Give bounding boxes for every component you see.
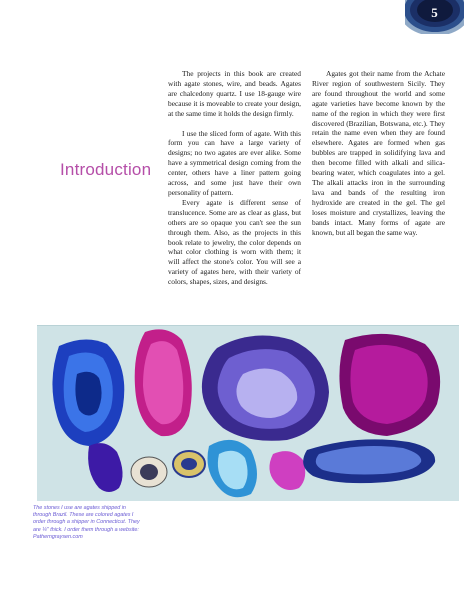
section-heading: Introduction	[60, 160, 152, 179]
agate-photo	[37, 325, 459, 501]
page-number: 5	[431, 5, 438, 20]
small-pink-agate	[269, 451, 305, 490]
small-purple-agate	[88, 443, 122, 492]
text-column-1	[168, 69, 301, 287]
photo-caption: The stones I use are agates shipped in through Brazil. These are colored agates I order through a shipper in Connecticut. They are ¼" thick. I order them through a website: Patherngraysen.com	[33, 505, 140, 540]
paragraph: The projects in this book are created with agate stones, wire, and beads. Agates are chalcedony quartz. I use 18-gauge wire because it is moveable to create your design, at the same time it holds the design firmly.	[168, 69, 301, 118]
page-number-badge	[405, 0, 464, 34]
agate-slices-image	[37, 326, 459, 501]
paragraph: I use the sliced form of agate. With this form you can have a large variety of designs; no two agates are ever alike. Some have a symmetrical design coming from the center, others have a liner pattern going across, and some just have their own personality of pattern.	[168, 128, 301, 197]
text-column-2	[312, 69, 445, 237]
paragraph: Every agate is different sense of translucence. Some are as clear as glass, but others are so opaque you can't see the sun through them. Also, as the projects in this book relate to jewelry, the color depends on what color clothing is worn with them; it will affect the stone's color. You will see a variety of agates here, with their variety of colors, shapes, sizes, and designs.	[168, 197, 301, 287]
paragraph: Agates got their name from the Achate River region of southwestern Sicily. They are found throughout the world and some agate varieties have become known by the name of the region in which they were first discovered (Brazilian, Botswana, etc.). They retain the name even when they are found elsewhere. Agates are formed when gas bubbles are trapped in solidifying lava and then become filled with alkali and silica-bearing water, which coagulates into a gel. The alkali attacks iron in the surrounding lava and bands of the resulting iron hydroxide are created in the gel. The gel loses moisture and crystallizes, leaving the bands intact. Many forms of agate are known, but all began the same way.	[312, 69, 445, 237]
